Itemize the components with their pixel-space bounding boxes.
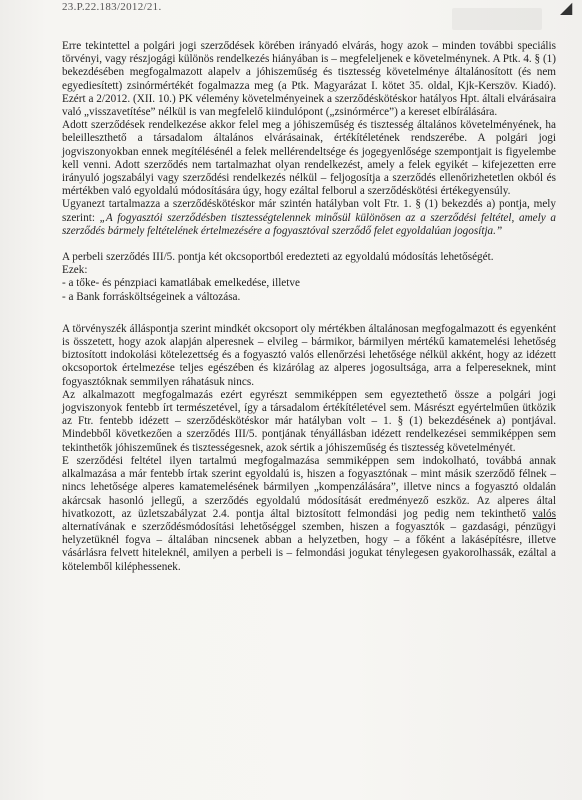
list-item: - a Bank forrásköltségeinek a változása. [62,290,241,303]
paragraph-6: Az alkalmazott megfogalmazás ezért egyrészt semmiképpen sem egyeztethető össze a polgári jogi jogviszonyok fentebb írt természetével, így a társadalom értékítéletével sem. Másrészt egyértelműen ütközik az Ftr. fentebb idézett – szerződéskötéskor már hatályban volt – 1. § (1) bekezdésének a) pontjával. Mindebből következően a szerződés III/5. pontjának tényállásban idézett rendelkezései semmiképpen sem tekinthetők jóhiszeműnek és tisztességesnek, azok sértik a jóhiszeműség és tisztesség követelményét. [62,388,556,454]
bleed-through-mark [452,8,542,30]
list-label: Ezek: [62,264,88,277]
paragraph-3-quote: „A fogyasztói szerződésben tisztességtelennek minősül különösen az a szerződési feltétel, amely a szerződés bármely feltételének értelmezésére a fogyasztóval szerződő felet egyoldalúan jogosítja.” [62,211,556,237]
paragraph-5: A törvényszék álláspontja szerint mindkét okcsoport oly mértékben általánosan megfogalmazott és egyenként is összetett, hogy azok alapján alperesnek – elvileg – bármikor, bármilyen mértékű kamatemelési lehetőség biztosított indokolási kötelezettség és a fogyasztó valós ellenőrzési lehetősége nélkül akként, hogy az idézett okcsoportok értelmezése teljes egészében és kizárólag az alperes jogosultsága, arra a felpereseknek, mint fogyasztóknak semmilyen ráhatásuk nincs. [62,322,556,388]
paragraph-7-part-a: E szerződési feltétel ilyen tartalmú megfogalmazása semmiképpen sem indokolható, továbbá annak alkalmazása a már fentebb írtak szerint egyoldalú is, hiszen a fogyasztónak – mint másik szerződő félnek – nincs lehetősége alperes kamatemelésének bármilyen „kompenzálására”, illetve nincs a fogyasztó oldalán akárcsak hasonló jellegű, a szerződés egyoldalú módosítását eredményező eszköz. Az alperes által hivatkozott, az üzletszabályzat 2.4. pontja által biztosított felmondási jog pedig nem tekinthető [62,454,556,520]
paragraph-7-part-b: alternatívának e szerződésmódosítási lehetőséggel szemben, hiszen a fogyasztók – gazdasági, pénzügyi helyzetüknél fogva – általában nincsenek abban a helyzetben, hogy – a főként a lakásépítésre, illetve vásárlásra felvett hiteleknél, amilyen a perbeli is – felmondási jogukat ténylegesen gyakorolhassák, ezáltal a kötelemből kiléphessenek. [62,520,556,573]
paragraph-1: Erre tekintettel a polgári jogi szerződések körében irányadó elvárás, hogy azok – minden további speciális törvényi, vagy részjogági különös rendelkezés hiányában is – megfeleljenek e követelménynek. A Ptk. 4. § (1) bekezdésében megfogalmazott alapelv a jóhiszeműség és tisztesség követelménye általánosított (és nem egyediesített) zsinórmértékét fogalmazza meg (a Ptk. Magyarázat I. kötet 35. oldal, Kjk-Kerszöv. Kiadó). Ezért a 2/2012. (XII. 10.) PK vélemény követelményeinek a szerződéskötéskor hatályos Hpt. általi elvárásaira való „visszavetítése” nélkül is van megfelelő kiindulópont („zsinórmérce”) a kereset elbírálására. [62,40,556,119]
paragraph-7 [62,455,556,574]
document-body [62,40,556,574]
case-number: 23.P.22.183/2012/21. [62,1,162,13]
list-item: - a tőke- és pénzpiaci kamatlábak emelkedése, illetve [62,277,300,290]
corner-fold-icon: ◢ [560,0,573,17]
paragraph-7-underlined: valós [532,507,556,520]
paragraph-2: Adott szerződések rendelkezése akkor felel meg a jóhiszeműség és tisztesség általános követelményének, ha beleilleszthető a társadalom általános elvárásainak, értékítéletének rendszerébe. A polgári jogi jogviszonyokban ennek megítélésénél a felek mellérendeltsége és jogegyenlősége szempontjait is figyelembe kell venni. Adott szerződés nem tartalmazhat olyan rendelkezést, amely a felek egyikét – kifejezetten erre irányuló jogszabályi vagy szerződési rendelkezés nélkül – feljogosítja a szerződés ellenőrizhetetlen okból és mértékben való egyoldalú módosítására úgy, hogy ezáltal felborul a szerződéskötési értékegyensúly. [62,119,556,198]
paragraph-3-lead: Ugyanezt tartalmazza a szerződéskötéskor már szintén hatályban volt Ftr. 1. § (1) bekezdés a) pontja, mely szerint: [62,198,556,224]
paragraph-4: A perbeli szerződés III/5. pontja két okcsoportból eredezteti az egyoldalú módosítás lehetőségét. [62,251,494,264]
paragraph-3 [62,198,556,238]
